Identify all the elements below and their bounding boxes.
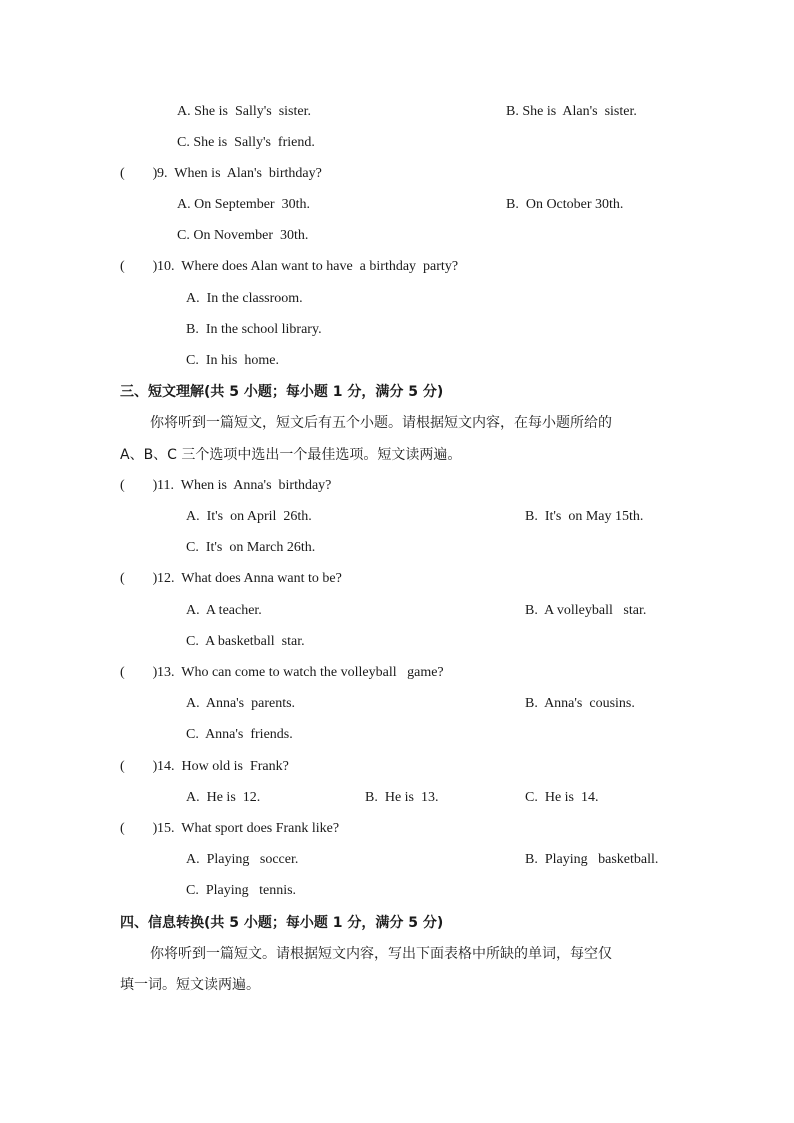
q15-answer-bracket[interactable]: ( ) bbox=[120, 821, 158, 836]
q11-option-b: B. It's on May 15th. bbox=[525, 509, 644, 524]
q14-stem: 14. How old is Frank? bbox=[157, 759, 289, 774]
q10-stem: 10. Where does Alan want to have a birthday party? bbox=[157, 259, 459, 274]
section-4-heading: 四、信息转换(共 5 小题；每小题 1 分，满分 5 分) bbox=[120, 915, 444, 931]
q9-answer-bracket[interactable]: ( ) bbox=[120, 166, 158, 181]
q10-option-c: C. In his home. bbox=[186, 353, 279, 368]
q15-option-c: C. Playing tennis. bbox=[186, 883, 297, 898]
q11-option-c: C. It's on March 26th. bbox=[186, 540, 316, 555]
section-3-instruction-line-2: A、B、C 三个选项中选出一个最佳选项。短文读两遍。 bbox=[120, 447, 462, 463]
q11-stem: 11. When is Anna's birthday? bbox=[157, 478, 332, 493]
section-4-instruction-line-1: 你将听到一篇短文。请根据短文内容，写出下面表格中所缺的单词，每空仅 bbox=[150, 946, 612, 962]
q10-option-b: B. In the school library. bbox=[186, 322, 322, 337]
q13-option-c: C. Anna's friends. bbox=[186, 727, 293, 742]
q10-answer-bracket[interactable]: ( ) bbox=[120, 259, 158, 274]
q15-option-b: B. Playing basketball. bbox=[525, 852, 659, 867]
q12-option-b: B. A volleyball star. bbox=[525, 603, 647, 618]
q15-option-a: A. Playing soccer. bbox=[186, 852, 299, 867]
q9-stem: 9. When is Alan's birthday? bbox=[157, 166, 322, 181]
q12-option-c: C. A basketball star. bbox=[186, 634, 305, 649]
q12-stem: 12. What does Anna want to be? bbox=[157, 571, 342, 586]
q13-option-b: B. Anna's cousins. bbox=[525, 696, 635, 711]
q9-option-a: A. On September 30th. bbox=[177, 197, 310, 212]
q13-answer-bracket[interactable]: ( ) bbox=[120, 665, 158, 680]
section-3-instruction-line-1: 你将听到一篇短文，短文后有五个小题。请根据短文内容，在每小题所给的 bbox=[150, 415, 612, 431]
q10-option-a: A. In the classroom. bbox=[186, 291, 303, 306]
q11-option-a: A. It's on April 26th. bbox=[186, 509, 312, 524]
q15-stem: 15. What sport does Frank like? bbox=[157, 821, 340, 836]
section-3-heading: 三、短文理解(共 5 小题；每小题 1 分，满分 5 分) bbox=[120, 384, 444, 400]
q13-stem: 13. Who can come to watch the volleyball game? bbox=[157, 665, 444, 680]
q8-option-b: B. She is Alan's sister. bbox=[506, 104, 637, 119]
q13-option-a: A. Anna's parents. bbox=[186, 696, 296, 711]
q14-option-c: C. He is 14. bbox=[525, 790, 599, 805]
q14-option-b: B. He is 13. bbox=[365, 790, 439, 805]
q14-option-a: A. He is 12. bbox=[186, 790, 261, 805]
section-4-instruction-line-2: 填一词。短文读两遍。 bbox=[120, 977, 260, 993]
q9-option-c: C. On November 30th. bbox=[177, 228, 309, 243]
q8-option-a: A. She is Sally's sister. bbox=[177, 104, 311, 119]
q8-option-c: C. She is Sally's friend. bbox=[177, 135, 315, 150]
q12-answer-bracket[interactable]: ( ) bbox=[120, 571, 158, 586]
q9-option-b: B. On October 30th. bbox=[506, 197, 624, 212]
q14-answer-bracket[interactable]: ( ) bbox=[120, 759, 158, 774]
q11-answer-bracket[interactable]: ( ) bbox=[120, 478, 158, 493]
q12-option-a: A. A teacher. bbox=[186, 603, 262, 618]
